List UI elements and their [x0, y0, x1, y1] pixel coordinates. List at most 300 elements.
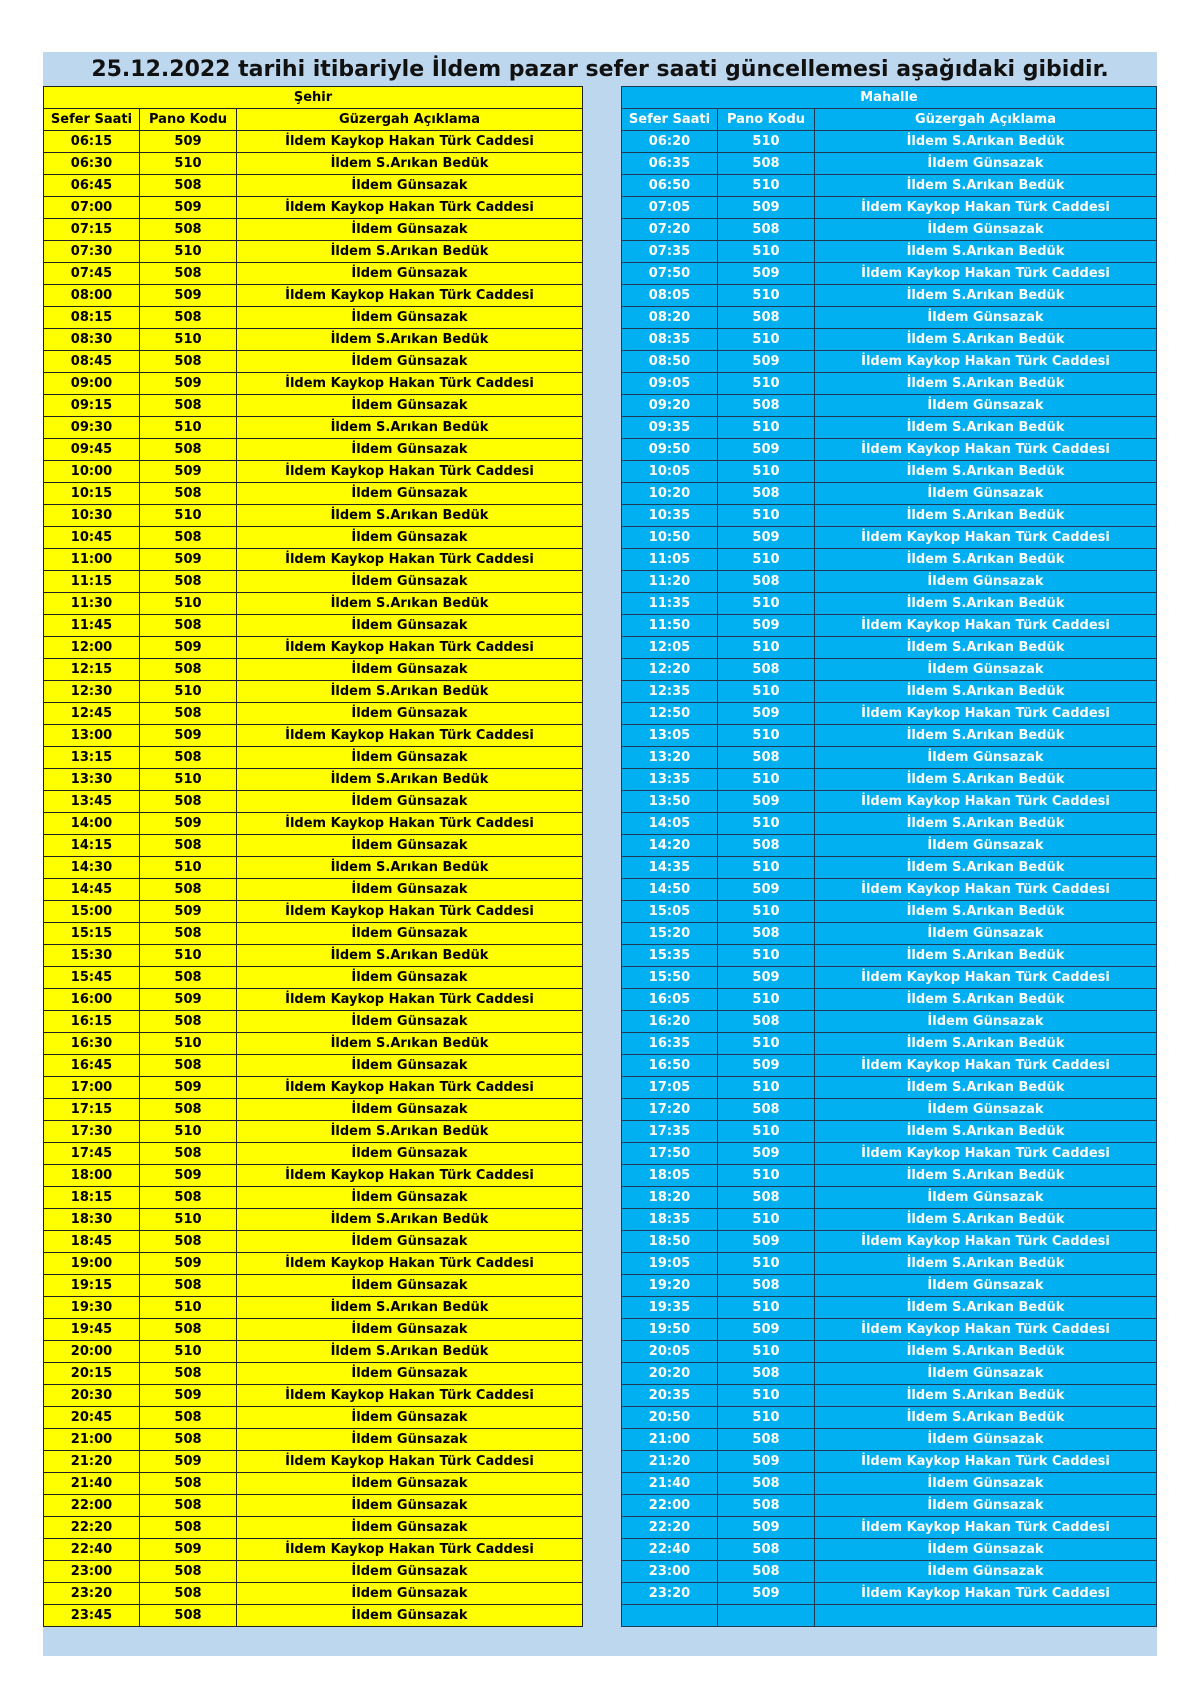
table-row	[44, 989, 583, 1011]
pano-kodu-cell: 510	[718, 1407, 815, 1429]
table-row	[622, 1561, 1157, 1583]
sefer-saati-cell: 14:30	[44, 857, 140, 879]
sefer-saati-cell: 19:35	[622, 1297, 718, 1319]
table-row	[622, 725, 1157, 747]
pano-kodu-cell: 510	[718, 637, 815, 659]
table-row	[44, 593, 583, 615]
pano-kodu-cell: 509	[718, 197, 815, 219]
guzergah-cell: İldem Kaykop Hakan Türk Caddesi	[815, 439, 1157, 461]
table-row	[44, 1143, 583, 1165]
sefer-saati-cell: 12:30	[44, 681, 140, 703]
guzergah-cell: İldem Kaykop Hakan Türk Caddesi	[237, 813, 583, 835]
pano-kodu-cell: 508	[718, 1187, 815, 1209]
pano-kodu-cell: 508	[718, 153, 815, 175]
table-row	[622, 1011, 1157, 1033]
table-row	[622, 219, 1157, 241]
table-row	[44, 1187, 583, 1209]
pano-kodu-cell: 510	[718, 945, 815, 967]
guzergah-cell: İldem S.Arıkan Bedük	[815, 285, 1157, 307]
table-row	[44, 527, 583, 549]
guzergah-cell: İldem Kaykop Hakan Türk Caddesi	[815, 351, 1157, 373]
sefer-saati-cell: 08:20	[622, 307, 718, 329]
pano-kodu-cell: 510	[718, 1033, 815, 1055]
pano-kodu-cell: 510	[140, 945, 237, 967]
table-row	[44, 967, 583, 989]
pano-kodu-cell: 508	[718, 835, 815, 857]
pano-kodu-cell: 508	[140, 1561, 237, 1583]
guzergah-cell: İldem Günsazak	[815, 659, 1157, 681]
pano-kodu-cell: 509	[718, 615, 815, 637]
table-row	[44, 1517, 583, 1539]
pano-kodu-cell: 510	[718, 1165, 815, 1187]
sefer-saati-cell: 12:50	[622, 703, 718, 725]
table-row	[622, 307, 1157, 329]
table-row	[622, 131, 1157, 153]
table-row	[44, 1099, 583, 1121]
pano-kodu-cell: 510	[718, 241, 815, 263]
sefer-saati-cell: 16:15	[44, 1011, 140, 1033]
table-row	[44, 571, 583, 593]
sefer-saati-cell: 16:30	[44, 1033, 140, 1055]
pano-kodu-cell: 508	[718, 1099, 815, 1121]
guzergah-cell: İldem Kaykop Hakan Türk Caddesi	[237, 131, 583, 153]
table-row	[622, 351, 1157, 373]
guzergah-cell: İldem S.Arıkan Bedük	[815, 1407, 1157, 1429]
guzergah-cell: İldem Günsazak	[237, 1363, 583, 1385]
table-row	[622, 241, 1157, 263]
sefer-saati-cell: 11:00	[44, 549, 140, 571]
guzergah-cell: İldem S.Arıkan Bedük	[815, 1165, 1157, 1187]
table-row	[622, 1231, 1157, 1253]
sefer-saati-cell: 14:35	[622, 857, 718, 879]
guzergah-cell: İldem Kaykop Hakan Türk Caddesi	[815, 1517, 1157, 1539]
sefer-saati-cell: 08:30	[44, 329, 140, 351]
sefer-saati-cell: 18:30	[44, 1209, 140, 1231]
sefer-saati-cell: 11:05	[622, 549, 718, 571]
sefer-saati-cell: 09:35	[622, 417, 718, 439]
table-row	[44, 153, 583, 175]
table-row	[44, 1319, 583, 1341]
sefer-saati-cell: 19:05	[622, 1253, 718, 1275]
pano-kodu-cell: 509	[140, 1077, 237, 1099]
pano-kodu-cell: 508	[140, 967, 237, 989]
table-row	[44, 175, 583, 197]
guzergah-cell: İldem S.Arıkan Bedük	[237, 153, 583, 175]
table-row	[44, 461, 583, 483]
sefer-saati-cell: 10:30	[44, 505, 140, 527]
column-header-sefer-saati: Sefer Saati	[622, 109, 718, 131]
guzergah-cell: İldem S.Arıkan Bedük	[815, 725, 1157, 747]
guzergah-cell: İldem Günsazak	[237, 967, 583, 989]
sefer-saati-cell: 09:45	[44, 439, 140, 461]
table-row	[44, 1011, 583, 1033]
pano-kodu-cell: 509	[140, 549, 237, 571]
guzergah-cell: İldem Günsazak	[237, 1231, 583, 1253]
guzergah-cell: İldem Günsazak	[237, 1099, 583, 1121]
sefer-saati-cell: 06:45	[44, 175, 140, 197]
pano-kodu-cell: 509	[718, 439, 815, 461]
sehir-column-header-row	[44, 109, 583, 131]
pano-kodu-cell: 510	[718, 813, 815, 835]
pano-kodu-cell: 509	[718, 527, 815, 549]
table-row	[622, 1187, 1157, 1209]
guzergah-cell: İldem S.Arıkan Bedük	[815, 131, 1157, 153]
pano-kodu-cell: 510	[718, 857, 815, 879]
sefer-saati-cell: 20:20	[622, 1363, 718, 1385]
pano-kodu-cell: 508	[718, 1495, 815, 1517]
sefer-saati-cell: 10:00	[44, 461, 140, 483]
pano-kodu-cell: 510	[718, 1385, 815, 1407]
table-row	[622, 1605, 1157, 1627]
guzergah-cell: İldem Günsazak	[237, 615, 583, 637]
guzergah-cell: İldem Kaykop Hakan Türk Caddesi	[815, 1231, 1157, 1253]
guzergah-cell: İldem S.Arıkan Bedük	[237, 1033, 583, 1055]
pano-kodu-cell: 510	[718, 1121, 815, 1143]
table-row	[622, 1253, 1157, 1275]
pano-kodu-cell: 508	[140, 175, 237, 197]
sefer-saati-cell: 13:35	[622, 769, 718, 791]
sefer-saati-cell: 19:30	[44, 1297, 140, 1319]
sefer-saati-cell: 07:50	[622, 263, 718, 285]
table-row	[622, 1033, 1157, 1055]
pano-kodu-cell: 510	[718, 329, 815, 351]
guzergah-cell: İldem S.Arıkan Bedük	[237, 417, 583, 439]
guzergah-cell: İldem Günsazak	[237, 703, 583, 725]
guzergah-cell: İldem Kaykop Hakan Türk Caddesi	[237, 725, 583, 747]
sefer-saati-cell: 20:35	[622, 1385, 718, 1407]
sehir-heading: Şehir	[44, 87, 583, 109]
sefer-saati-cell: 16:00	[44, 989, 140, 1011]
table-row	[622, 813, 1157, 835]
guzergah-cell: İldem S.Arıkan Bedük	[815, 417, 1157, 439]
sefer-saati-cell: 08:00	[44, 285, 140, 307]
pano-kodu-cell: 509	[718, 703, 815, 725]
table-row	[44, 1451, 583, 1473]
sefer-saati-cell: 13:45	[44, 791, 140, 813]
guzergah-cell: İldem Günsazak	[237, 351, 583, 373]
table-row	[44, 1429, 583, 1451]
table-row	[622, 747, 1157, 769]
sefer-saati-cell: 17:35	[622, 1121, 718, 1143]
table-row	[44, 307, 583, 329]
guzergah-cell: İldem Günsazak	[237, 791, 583, 813]
guzergah-cell: İldem Kaykop Hakan Türk Caddesi	[815, 1583, 1157, 1605]
guzergah-cell: İldem S.Arıkan Bedük	[237, 329, 583, 351]
sefer-saati-cell: 21:20	[44, 1451, 140, 1473]
guzergah-cell: İldem Günsazak	[237, 263, 583, 285]
guzergah-cell: İldem S.Arıkan Bedük	[815, 1077, 1157, 1099]
table-row	[622, 153, 1157, 175]
table-row	[622, 923, 1157, 945]
table-row	[622, 703, 1157, 725]
table-row	[622, 1539, 1157, 1561]
table-row	[44, 1407, 583, 1429]
guzergah-cell: İldem S.Arıkan Bedük	[237, 1341, 583, 1363]
table-row	[622, 1385, 1157, 1407]
pano-kodu-cell: 508	[140, 1231, 237, 1253]
sefer-saati-cell: 13:15	[44, 747, 140, 769]
sefer-saati-cell: 11:50	[622, 615, 718, 637]
guzergah-cell: İldem Günsazak	[237, 1583, 583, 1605]
guzergah-cell: İldem Günsazak	[237, 571, 583, 593]
table-row	[622, 461, 1157, 483]
guzergah-cell: İldem S.Arıkan Bedük	[237, 1297, 583, 1319]
guzergah-cell: İldem Kaykop Hakan Türk Caddesi	[815, 879, 1157, 901]
table-row	[622, 395, 1157, 417]
sefer-saati-cell: 10:05	[622, 461, 718, 483]
schedule-sheet	[43, 52, 1157, 1656]
guzergah-cell: İldem Günsazak	[237, 1407, 583, 1429]
guzergah-cell: İldem Kaykop Hakan Türk Caddesi	[815, 263, 1157, 285]
guzergah-cell: İldem Günsazak	[815, 1187, 1157, 1209]
pano-kodu-cell: 509	[140, 1385, 237, 1407]
column-header-guzergah: Güzergah Açıklama	[815, 109, 1157, 131]
guzergah-cell: İldem S.Arıkan Bedük	[815, 901, 1157, 923]
pano-kodu-cell: 509	[718, 879, 815, 901]
guzergah-cell: İldem S.Arıkan Bedük	[815, 1253, 1157, 1275]
sefer-saati-cell: 20:05	[622, 1341, 718, 1363]
pano-kodu-cell: 509	[140, 461, 237, 483]
sefer-saati-cell: 11:45	[44, 615, 140, 637]
sehir-rows	[44, 131, 583, 1627]
guzergah-cell: İldem Kaykop Hakan Türk Caddesi	[815, 1319, 1157, 1341]
guzergah-cell: İldem Günsazak	[237, 1143, 583, 1165]
sefer-saati-cell: 15:05	[622, 901, 718, 923]
table-row	[44, 637, 583, 659]
sefer-saati-cell: 18:15	[44, 1187, 140, 1209]
sefer-saati-cell: 16:20	[622, 1011, 718, 1033]
guzergah-cell: İldem Günsazak	[237, 879, 583, 901]
sefer-saati-cell: 21:40	[622, 1473, 718, 1495]
sefer-saati-cell: 09:00	[44, 373, 140, 395]
sefer-saati-cell: 18:00	[44, 1165, 140, 1187]
sefer-saati-cell: 12:05	[622, 637, 718, 659]
pano-kodu-cell: 509	[140, 725, 237, 747]
sefer-saati-cell: 22:00	[44, 1495, 140, 1517]
table-row	[622, 1517, 1157, 1539]
guzergah-cell: İldem Günsazak	[815, 1561, 1157, 1583]
sefer-saati-cell: 20:30	[44, 1385, 140, 1407]
column-header-guzergah: Güzergah Açıklama	[237, 109, 583, 131]
guzergah-cell: İldem S.Arıkan Bedük	[815, 461, 1157, 483]
sefer-saati-cell: 16:05	[622, 989, 718, 1011]
table-row	[44, 285, 583, 307]
guzergah-cell: İldem Günsazak	[815, 219, 1157, 241]
guzergah-cell: İldem Günsazak	[815, 1495, 1157, 1517]
guzergah-cell: İldem S.Arıkan Bedük	[815, 241, 1157, 263]
pano-kodu-cell: 510	[140, 417, 237, 439]
table-row	[622, 1363, 1157, 1385]
guzergah-cell: İldem S.Arıkan Bedük	[237, 1121, 583, 1143]
sefer-saati-cell: 11:20	[622, 571, 718, 593]
pano-kodu-cell: 509	[140, 131, 237, 153]
table-row	[44, 1561, 583, 1583]
pano-kodu-cell: 508	[140, 1583, 237, 1605]
sefer-saati-cell: 08:15	[44, 307, 140, 329]
table-row	[622, 615, 1157, 637]
sefer-saati-cell: 11:15	[44, 571, 140, 593]
guzergah-cell: İldem S.Arıkan Bedük	[815, 505, 1157, 527]
table-row	[44, 1583, 583, 1605]
sefer-saati-cell: 17:05	[622, 1077, 718, 1099]
pano-kodu-cell: 509	[718, 1517, 815, 1539]
sefer-saati-cell: 21:00	[44, 1429, 140, 1451]
sefer-saati-cell: 18:35	[622, 1209, 718, 1231]
table-row	[622, 329, 1157, 351]
pano-kodu-cell: 510	[140, 593, 237, 615]
pano-kodu-cell: 510	[718, 989, 815, 1011]
pano-kodu-cell: 508	[140, 395, 237, 417]
guzergah-cell: İldem Kaykop Hakan Türk Caddesi	[237, 197, 583, 219]
table-row	[622, 1319, 1157, 1341]
pano-kodu-cell: 510	[718, 175, 815, 197]
pano-kodu-cell: 508	[140, 571, 237, 593]
sefer-saati-cell: 15:20	[622, 923, 718, 945]
table-row	[622, 439, 1157, 461]
sefer-saati-cell: 07:35	[622, 241, 718, 263]
guzergah-cell: İldem Günsazak	[237, 1011, 583, 1033]
guzergah-cell: İldem S.Arıkan Bedük	[237, 945, 583, 967]
pano-kodu-cell: 508	[718, 219, 815, 241]
sefer-saati-cell: 07:05	[622, 197, 718, 219]
pano-kodu-cell: 509	[140, 1539, 237, 1561]
guzergah-cell: İldem Kaykop Hakan Türk Caddesi	[237, 1385, 583, 1407]
table-row	[44, 835, 583, 857]
table-row	[622, 1451, 1157, 1473]
pano-kodu-cell: 509	[718, 351, 815, 373]
guzergah-cell: İldem Kaykop Hakan Türk Caddesi	[815, 967, 1157, 989]
pano-kodu-cell: 508	[718, 923, 815, 945]
guzergah-cell: İldem Günsazak	[237, 307, 583, 329]
sefer-saati-cell: 08:35	[622, 329, 718, 351]
guzergah-cell: İldem S.Arıkan Bedük	[815, 549, 1157, 571]
pano-kodu-cell: 510	[718, 285, 815, 307]
guzergah-cell: İldem Kaykop Hakan Türk Caddesi	[815, 527, 1157, 549]
guzergah-cell: İldem Günsazak	[815, 1011, 1157, 1033]
table-row	[622, 945, 1157, 967]
table-row	[44, 373, 583, 395]
table-row	[44, 769, 583, 791]
table-row	[44, 901, 583, 923]
sefer-saati-cell: 18:50	[622, 1231, 718, 1253]
sefer-saati-cell: 09:05	[622, 373, 718, 395]
guzergah-cell: İldem Günsazak	[815, 835, 1157, 857]
sefer-saati-cell: 15:50	[622, 967, 718, 989]
pano-kodu-cell: 508	[140, 1605, 237, 1627]
column-header-pano-kodu: Pano Kodu	[140, 109, 237, 131]
pano-kodu-cell: 508	[140, 747, 237, 769]
table-row	[44, 351, 583, 373]
pano-kodu-cell: 508	[140, 1517, 237, 1539]
table-row	[44, 329, 583, 351]
pano-kodu-cell: 510	[718, 1209, 815, 1231]
pano-kodu-cell: 508	[140, 263, 237, 285]
pano-kodu-cell: 510	[140, 681, 237, 703]
guzergah-cell: İldem S.Arıkan Bedük	[237, 769, 583, 791]
sefer-saati-cell: 06:30	[44, 153, 140, 175]
table-row	[44, 747, 583, 769]
table-row	[622, 901, 1157, 923]
guzergah-cell: İldem Günsazak	[237, 483, 583, 505]
pano-kodu-cell: 510	[140, 769, 237, 791]
table-row	[622, 791, 1157, 813]
sefer-saati-cell: 13:00	[44, 725, 140, 747]
sefer-saati-cell: 06:15	[44, 131, 140, 153]
guzergah-cell: İldem Günsazak	[237, 1473, 583, 1495]
sefer-saati-cell: 07:20	[622, 219, 718, 241]
sefer-saati-cell: 22:40	[622, 1539, 718, 1561]
sefer-saati-cell: 15:30	[44, 945, 140, 967]
sefer-saati-cell: 15:35	[622, 945, 718, 967]
sefer-saati-cell: 09:15	[44, 395, 140, 417]
pano-kodu-cell: 508	[140, 527, 237, 549]
sefer-saati-cell: 14:50	[622, 879, 718, 901]
pano-kodu-cell: 510	[718, 725, 815, 747]
guzergah-cell: İldem Günsazak	[815, 1099, 1157, 1121]
sefer-saati-cell: 14:00	[44, 813, 140, 835]
sefer-saati-cell: 10:15	[44, 483, 140, 505]
pano-kodu-cell: 508	[140, 1319, 237, 1341]
table-row	[622, 571, 1157, 593]
guzergah-cell: İldem Günsazak	[815, 1363, 1157, 1385]
guzergah-cell: İldem S.Arıkan Bedük	[815, 769, 1157, 791]
mahalle-table	[621, 86, 1157, 1627]
pano-kodu-cell: 510	[718, 461, 815, 483]
guzergah-cell: İldem Günsazak	[815, 923, 1157, 945]
guzergah-cell: İldem Kaykop Hakan Türk Caddesi	[237, 637, 583, 659]
guzergah-cell: İldem Günsazak	[237, 1561, 583, 1583]
table-row	[44, 439, 583, 461]
guzergah-cell: İldem Günsazak	[815, 395, 1157, 417]
pano-kodu-cell: 509	[718, 1143, 815, 1165]
sefer-saati-cell: 17:00	[44, 1077, 140, 1099]
pano-kodu-cell: 508	[718, 1473, 815, 1495]
table-row	[44, 219, 583, 241]
pano-kodu-cell: 508	[718, 1561, 815, 1583]
sefer-saati-cell: 12:00	[44, 637, 140, 659]
guzergah-cell: İldem Kaykop Hakan Türk Caddesi	[815, 197, 1157, 219]
sefer-saati-cell: 09:50	[622, 439, 718, 461]
sefer-saati-cell: 17:20	[622, 1099, 718, 1121]
sefer-saati-cell: 08:45	[44, 351, 140, 373]
sefer-saati-cell: 22:40	[44, 1539, 140, 1561]
pano-kodu-cell: 508	[140, 1363, 237, 1385]
guzergah-cell: İldem Kaykop Hakan Türk Caddesi	[237, 461, 583, 483]
guzergah-cell: İldem S.Arıkan Bedük	[815, 1033, 1157, 1055]
guzergah-cell: İldem Günsazak	[237, 1319, 583, 1341]
sefer-saati-cell: 08:05	[622, 285, 718, 307]
sefer-saati-cell: 06:20	[622, 131, 718, 153]
pano-kodu-cell: 510	[140, 1033, 237, 1055]
pano-kodu-cell: 510	[140, 1209, 237, 1231]
guzergah-cell: İldem Kaykop Hakan Türk Caddesi	[815, 1451, 1157, 1473]
pano-kodu-cell: 510	[718, 1341, 815, 1363]
guzergah-cell: İldem Kaykop Hakan Türk Caddesi	[237, 989, 583, 1011]
table-row	[44, 1275, 583, 1297]
table-row	[622, 1297, 1157, 1319]
guzergah-cell: İldem S.Arıkan Bedük	[815, 945, 1157, 967]
guzergah-cell: İldem S.Arıkan Bedük	[815, 1341, 1157, 1363]
guzergah-cell: İldem Günsazak	[237, 1495, 583, 1517]
pano-kodu-cell: 508	[718, 1363, 815, 1385]
sefer-saati-cell: 23:20	[44, 1583, 140, 1605]
sefer-saati-cell: 11:35	[622, 593, 718, 615]
guzergah-cell: İldem Kaykop Hakan Türk Caddesi	[815, 791, 1157, 813]
pano-kodu-cell: 508	[140, 1495, 237, 1517]
table-row	[44, 879, 583, 901]
table-row	[622, 1341, 1157, 1363]
pano-kodu-cell: 508	[140, 791, 237, 813]
